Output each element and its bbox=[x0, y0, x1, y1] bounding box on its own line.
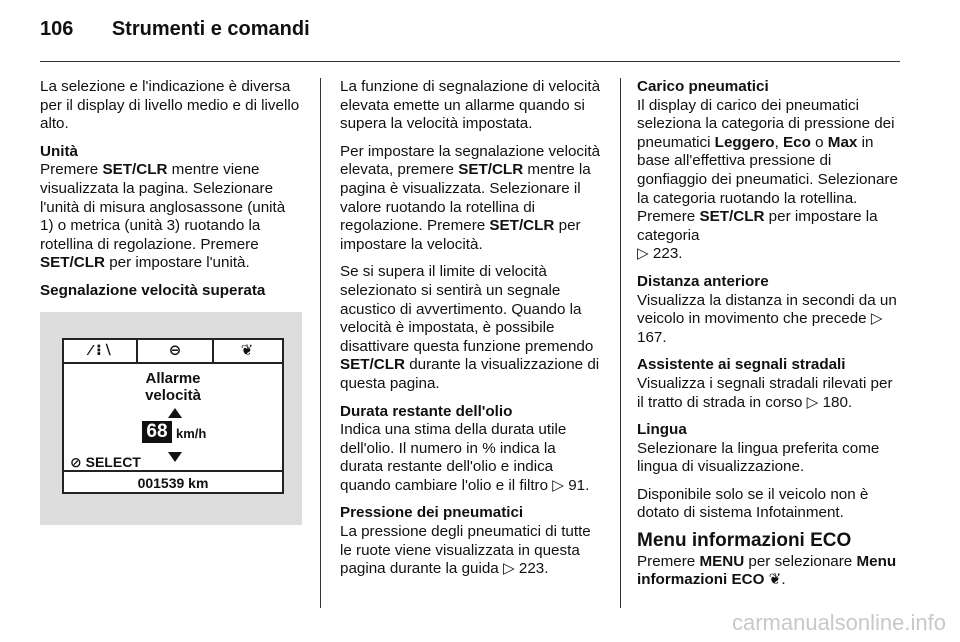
key-label: SET/CLR bbox=[40, 254, 105, 272]
car-icon: ⊖ bbox=[136, 340, 214, 362]
menu-label: Menu informazioni ECO bbox=[637, 552, 897, 589]
display-tabs bbox=[64, 340, 282, 364]
tyre-pressure-section bbox=[340, 504, 602, 578]
key-label: Eco bbox=[783, 133, 811, 151]
text: durante la visualizzazione di questa pagina. bbox=[340, 356, 600, 392]
tyre-load-section bbox=[637, 78, 901, 264]
column-1 bbox=[40, 78, 302, 310]
sign-assist-section bbox=[637, 356, 901, 412]
page-ref-icon: ▷ bbox=[552, 476, 564, 494]
arrow-up-icon bbox=[168, 408, 182, 418]
eco-title: Menu informazioni ECO bbox=[637, 530, 852, 552]
page-ref-icon: ▷ bbox=[870, 310, 883, 328]
text: Selezionare la lingua preferita come lingua di visualizzazione. bbox=[637, 439, 880, 476]
section-title: Assistente ai segnali stradali bbox=[637, 356, 846, 374]
section-title: Carico pneumatici bbox=[637, 78, 769, 95]
text: per selezionare bbox=[744, 552, 857, 570]
page-ref-icon: ▷ bbox=[806, 393, 819, 411]
language-section bbox=[637, 421, 901, 477]
arrow-down-icon bbox=[168, 452, 182, 462]
section-title: Pressione dei pneumatici bbox=[340, 504, 524, 522]
page-ref[interactable]: 91. bbox=[568, 476, 590, 494]
text: per impostare l'unità. bbox=[104, 254, 250, 272]
leaf-icon: ❦ bbox=[240, 342, 254, 359]
key-label: SET/CLR bbox=[458, 161, 524, 179]
key-label: SET/CLR bbox=[102, 161, 168, 179]
intro-paragraph: La selezione e l'indicazione è diversa per il display di livello medio e di livello alto. bbox=[40, 78, 300, 133]
key-label: Max bbox=[827, 133, 858, 151]
check-circle-icon: ⊘ bbox=[70, 454, 82, 470]
select-hint bbox=[70, 454, 141, 471]
page-ref-icon: ▷ bbox=[502, 560, 515, 578]
road-sign-icon: ⁄ ⁝ ⧵ bbox=[89, 342, 111, 359]
section-title: Unità bbox=[40, 142, 78, 160]
odometer: 001539 km bbox=[64, 470, 282, 494]
section-title: Lingua bbox=[637, 421, 687, 439]
key-label: MENU bbox=[699, 552, 745, 570]
text: , bbox=[774, 133, 784, 151]
leaf-icon: ❦ bbox=[768, 571, 782, 589]
key-label: SET/CLR bbox=[699, 208, 765, 226]
text: La pressione degli pneumatici di tutte le ruote viene visualizzata in questa pagina durante la guida bbox=[340, 523, 591, 578]
column-2 bbox=[340, 78, 602, 588]
page-ref[interactable]: 167. bbox=[637, 328, 667, 346]
eco-section bbox=[637, 532, 901, 590]
text: Premere bbox=[40, 161, 103, 179]
speed-value: 68 bbox=[142, 421, 172, 443]
units-section bbox=[40, 143, 302, 273]
key-label: SET/CLR bbox=[489, 217, 555, 235]
text: in base all'effettiva pressione di gonfiaggio dei pneumatici. Selezionare la categoria ruotando la rotellina. Premere bbox=[637, 133, 898, 226]
text: Premere bbox=[637, 552, 700, 570]
page-number: 106 bbox=[40, 18, 74, 40]
section-title: Distanza anteriore bbox=[637, 272, 769, 290]
text: Visualizza la distanza in secondi da un veicolo in movimento che precede bbox=[637, 291, 897, 328]
paragraph bbox=[340, 263, 602, 393]
key-label: Leggero bbox=[714, 133, 775, 151]
text: Visualizza i segnali stradali rilevati per il tratto di strada in corso bbox=[637, 374, 893, 411]
alarm-label bbox=[64, 370, 282, 404]
column-divider bbox=[320, 78, 321, 608]
key-label: SET/CLR bbox=[340, 356, 405, 374]
text: per impostare la categoria bbox=[637, 208, 878, 244]
page-ref[interactable]: 223. bbox=[518, 560, 549, 578]
page-ref[interactable]: 180. bbox=[822, 393, 853, 411]
paragraph bbox=[340, 143, 602, 255]
section-title bbox=[40, 282, 302, 301]
header-rule bbox=[40, 61, 900, 62]
column-divider bbox=[620, 78, 621, 608]
text: Se si supera il limite di velocità selezionato si sentirà un segnale acustico di avvertimento. Quando la velocità è impostata, è possibile disattivare questa funzione premendo bbox=[340, 263, 594, 355]
page-ref-icon: ▷ bbox=[637, 245, 649, 263]
language-note: Disponibile solo se il veicolo non è dotato di sistema Infotainment. bbox=[637, 485, 869, 522]
cluster-display bbox=[62, 338, 284, 494]
paragraph: La funzione di segnalazione di velocità elevata emette un allarme quando si supera la velocità impostata. bbox=[340, 78, 601, 133]
oil-life-section bbox=[340, 403, 602, 496]
alarm-line: Allarme bbox=[145, 370, 201, 387]
text: Indica una stima della durata utile dell'olio. Il numero in % indica la durata restante dell'olio e indica quando cambiare l'olio e il filtro bbox=[340, 421, 567, 494]
overspeed-title: Segnalazione velocità superata bbox=[40, 281, 266, 299]
chapter-title: Strumenti e comandi bbox=[111, 18, 310, 40]
text: mentre la pagina è visualizzata. Selezionare il valore ruotando la rotellina di regolazione. Premere bbox=[340, 161, 591, 235]
section-title: Durata restante dell'olio bbox=[340, 402, 513, 420]
select-label: SELECT bbox=[85, 454, 141, 470]
text: Per impostare la segnalazione velocità elevata, premere bbox=[340, 142, 601, 179]
page-ref[interactable]: 223. bbox=[652, 245, 683, 263]
text: Il display di carico dei pneumatici seleziona la categoria di pressione dei pneumatici bbox=[637, 96, 895, 151]
text: per impostare la velocità. bbox=[340, 217, 581, 253]
text: mentre viene visualizzata la pagina. Selezionare l'unità di misura anglosassone (unità 1) o metrica (unità 3) ruotando la rotellina di regolazione. Premere bbox=[40, 161, 286, 253]
text: o bbox=[810, 133, 828, 151]
display-figure bbox=[40, 312, 302, 525]
front-distance-section bbox=[637, 273, 901, 347]
text: . bbox=[781, 571, 786, 589]
watermark: carmanualsonline.info bbox=[731, 610, 946, 635]
page-header bbox=[40, 18, 310, 48]
alarm-line: velocità bbox=[145, 387, 201, 404]
column-3 bbox=[637, 78, 901, 590]
speed-unit: km/h bbox=[176, 426, 207, 441]
